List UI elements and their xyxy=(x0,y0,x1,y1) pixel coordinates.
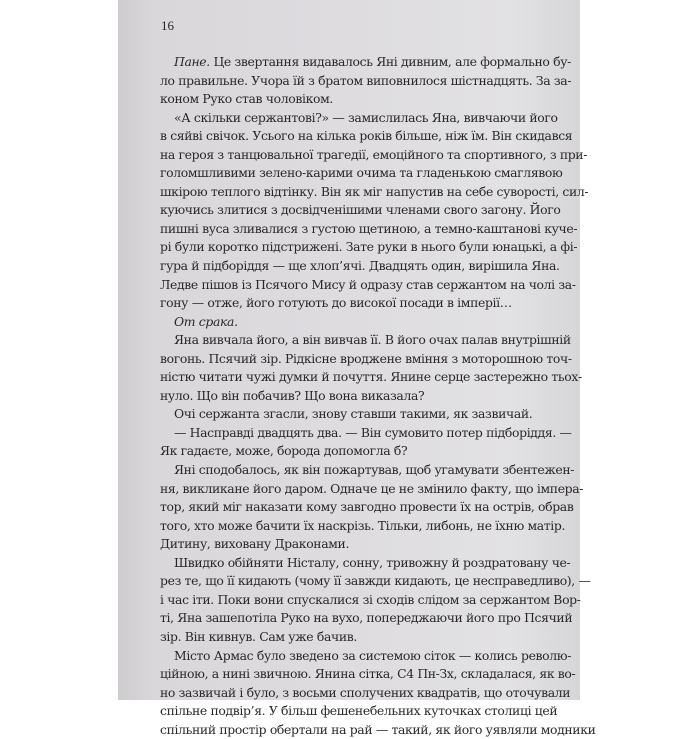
line-text: рез те, що її кидають (чому її завжди кидають, це несправедливо), — xyxy=(160,573,591,589)
line-text: гура й підборіддя — ще хлоп’ячі. Двадцять один, вирішила Яна. xyxy=(160,258,560,274)
line-text: голомшливими зелено-карими очима та гладенькою смаглявою xyxy=(160,165,563,181)
text-line xyxy=(160,276,576,295)
text-line xyxy=(160,647,572,666)
text-line xyxy=(160,313,542,332)
line-text: Як гадаєте, може, борода допомогла б? xyxy=(160,443,408,459)
text-line xyxy=(160,257,560,276)
text-line xyxy=(160,183,589,202)
text-line xyxy=(160,442,542,461)
line-text: нуло. Що він побачив? Що вона виказала? xyxy=(160,387,425,403)
line-text: рі були коротко підстрижені. Зате руки в нього були юнацькі, а фі- xyxy=(160,239,578,255)
line-text: Це звертання видавалось Яні дивним, але формально бу- xyxy=(209,54,572,69)
line-text: і час іти. Поки вони спускалися зі сходів слідом за сержантом Вор- xyxy=(160,591,581,607)
text-line xyxy=(160,498,574,517)
page-number: 16 xyxy=(161,18,174,33)
line-text: Очі сержанта згасли, знову ставши такими, як зазвичай. xyxy=(174,406,533,422)
text-line xyxy=(160,424,572,443)
text-line xyxy=(160,572,591,591)
line-text: — Насправді двадцять два. — Він сумовито потер підборіддя. — xyxy=(174,424,572,440)
text-line xyxy=(160,628,542,647)
text-line xyxy=(160,684,571,703)
line-text: в сяйві свічок. Усього на кілька років більше, ніж їм. Він скидався xyxy=(160,128,573,144)
line-text: ті, Яна зашепотіла Руко на вухо, попереджаючи його про Псячий xyxy=(160,610,573,626)
line-text: вогонь. Псячий зір. Рідкісне вроджене вміння з моторошною точ- xyxy=(160,350,572,366)
text-line xyxy=(160,109,558,128)
text-line xyxy=(160,702,558,721)
line-text: Дитину, виховану Драконами. xyxy=(160,536,350,552)
text-line xyxy=(160,721,596,739)
text-line xyxy=(160,72,572,91)
text-line xyxy=(160,350,572,369)
text-line xyxy=(160,294,542,313)
text-line xyxy=(160,665,576,684)
line-text: спільний простір обертали на рай — такий, як його уявляли модники xyxy=(160,721,596,737)
text-line xyxy=(160,591,581,610)
line-text: Швидко обійняти Ністалу, сонну, тривожну й роздратовану че- xyxy=(174,554,571,570)
line-text: зір. Він кивнув. Сам уже бачив. xyxy=(160,628,357,644)
text-line xyxy=(160,53,572,72)
line-text: но зазвичай і було, з восьми сполучених квадратів, що оточували xyxy=(160,684,571,700)
text-line xyxy=(160,331,571,350)
line-text: Ледве пішов із Псячого Мису й одразу став сержантом на чолі за- xyxy=(160,276,576,292)
text-line xyxy=(160,480,584,499)
text-line xyxy=(160,146,588,165)
text-line xyxy=(160,405,542,424)
line-text: спільне подвір’я. У більш фешенебельних куточках столиці цей xyxy=(160,703,558,719)
text-line xyxy=(160,368,582,387)
line-text: тор, який міг наказати кому завгодно провести їх на острів, обрав xyxy=(160,499,574,515)
text-line xyxy=(160,461,575,480)
line-text: Місто Армас було зведено за системою сіток — колись револю- xyxy=(174,647,572,663)
line-text: ня, викликане його даром. Одначе це не змінило факту, що імпера- xyxy=(160,480,584,496)
line-text: ло правильне. Учора їй з братом виповнилося шістнадцять. За за- xyxy=(160,72,572,88)
text-line xyxy=(160,238,578,257)
body-text xyxy=(160,53,596,739)
text-line xyxy=(160,164,563,183)
text-line xyxy=(160,220,578,239)
line-text: гону — отже, його готують до високої посади в імперії… xyxy=(160,295,512,311)
text-line xyxy=(160,535,542,554)
text-line xyxy=(160,387,542,406)
line-text: Яна вивчала його, а він вивчав її. В його очах палав внутрішній xyxy=(174,332,571,348)
text-line xyxy=(160,517,566,536)
text-line xyxy=(160,127,573,146)
line-text: ційною, а нині звичною. Янина сітка, С4 Пн-Зх, складалася, як во- xyxy=(160,666,576,682)
line-text: «А скільки сержантові?» — замислилась Яна, вивчаючи його xyxy=(174,109,558,125)
line-text: того, хто може бачити їх наскрізь. Тільки, либонь, не їхню матір. xyxy=(160,517,566,533)
text-line xyxy=(160,609,573,628)
line-text: куючись злитися з досвідченішими членами свого загону. Його xyxy=(160,202,561,218)
text-line xyxy=(160,201,561,220)
line-text: пишні вуса зливалися з густою щетиною, а темно-каштанові куче- xyxy=(160,220,578,236)
line-text: ністю читати чужі думки й почуття. Янине серце застережно тьох- xyxy=(160,369,582,385)
text-line xyxy=(160,554,571,573)
line-text: на героя з танцювальної трагедії, емоційного та спортивного, з при- xyxy=(160,146,588,162)
italic-text: Пане. xyxy=(174,54,210,69)
italic-text: От срака. xyxy=(174,313,238,329)
line-text: Яні сподобалось, як він пожартував, щоб угамувати збентежен- xyxy=(174,462,575,478)
line-text: шкірою теплого відтінку. Він як міг напустив на себе суворості, сил- xyxy=(160,183,589,199)
line-text: коном Руко став чоловіком. xyxy=(160,91,333,107)
text-line xyxy=(160,90,542,109)
